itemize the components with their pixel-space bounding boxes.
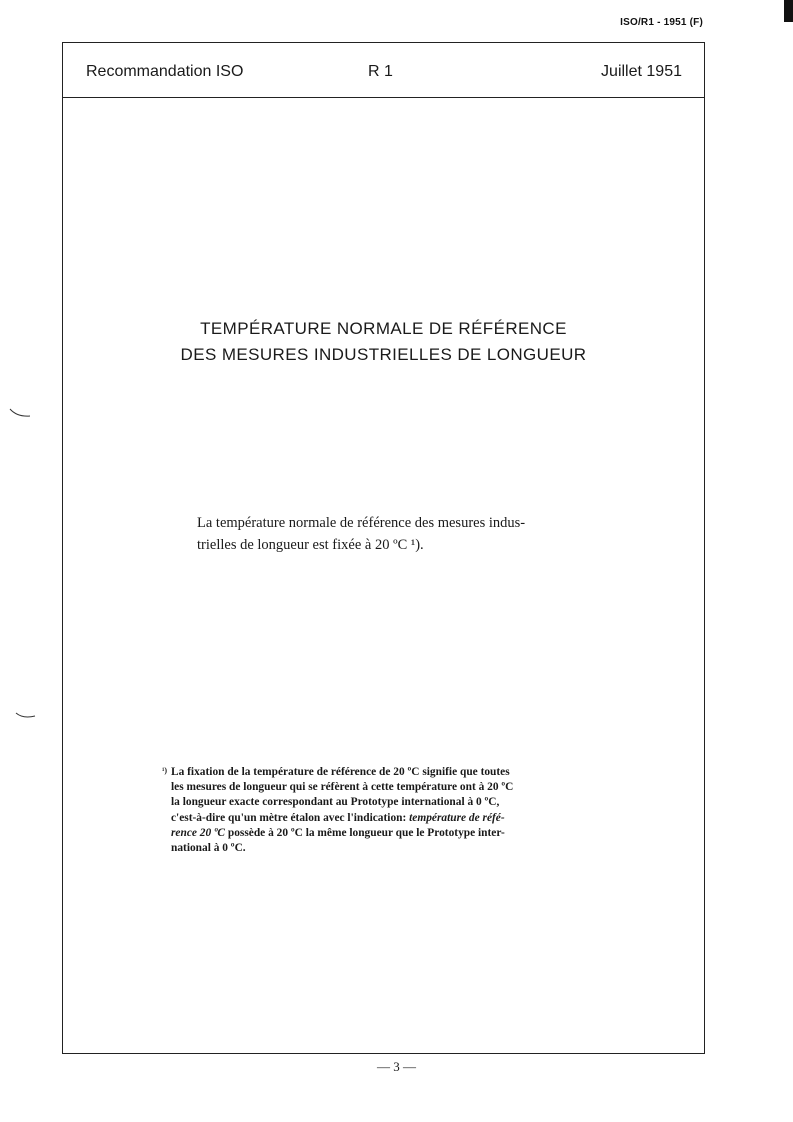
footnote-line-5-italic: rence 20 ºC (171, 826, 226, 839)
page-frame (62, 42, 705, 1054)
footnote (162, 765, 601, 856)
footnote-line-5 (171, 826, 601, 841)
title-line-2: DES MESURES INDUSTRIELLES DE LONGUEUR (180, 345, 587, 364)
footnote-marker: ¹) (162, 766, 168, 775)
body-line-2: trielles de longueur est fixée à 20 ºC ¹). (197, 537, 424, 553)
header-bar (63, 43, 704, 98)
header-recommendation: Recommandation ISO (86, 63, 244, 80)
title-line-1: TEMPÉRATURE NORMALE DE RÉFÉRENCE (200, 319, 567, 338)
header-date: Juillet 1951 (601, 63, 682, 80)
footnote-line-3: la longueur exacte correspondant au Prototype international à 0 ºC, (171, 796, 500, 809)
footnote-line-4-plain: c'est-à-dire qu'un mètre étalon avec l'indication: (171, 811, 410, 824)
footnote-line-4 (171, 811, 601, 826)
body-line-1: La température normale de référence des mesures indus- (197, 515, 526, 531)
body-paragraph (197, 512, 577, 556)
document-code: ISO/R1 - 1951 (F) (620, 17, 703, 28)
header-number: R 1 (368, 63, 393, 80)
footnote-line-4-italic: température de réfé- (409, 811, 505, 824)
footnote-line-5-plain: possède à 20 ºC la même longueur que le Prototype inter- (225, 826, 505, 839)
page-title (63, 316, 704, 368)
footnote-line-2: les mesures de longueur qui se réfèrent à cette température ont à 20 ºC (171, 781, 514, 794)
margin-scan-mark-bottom (15, 711, 37, 721)
footnote-line-6: national à 0 ºC. (171, 842, 246, 855)
page-number: — 3 — (377, 1059, 416, 1074)
margin-scan-mark-top (9, 408, 31, 418)
footnote-line-1: La fixation de la température de référence de 20 ºC signifie que toutes (171, 766, 510, 778)
scan-edge-mark (784, 0, 793, 22)
